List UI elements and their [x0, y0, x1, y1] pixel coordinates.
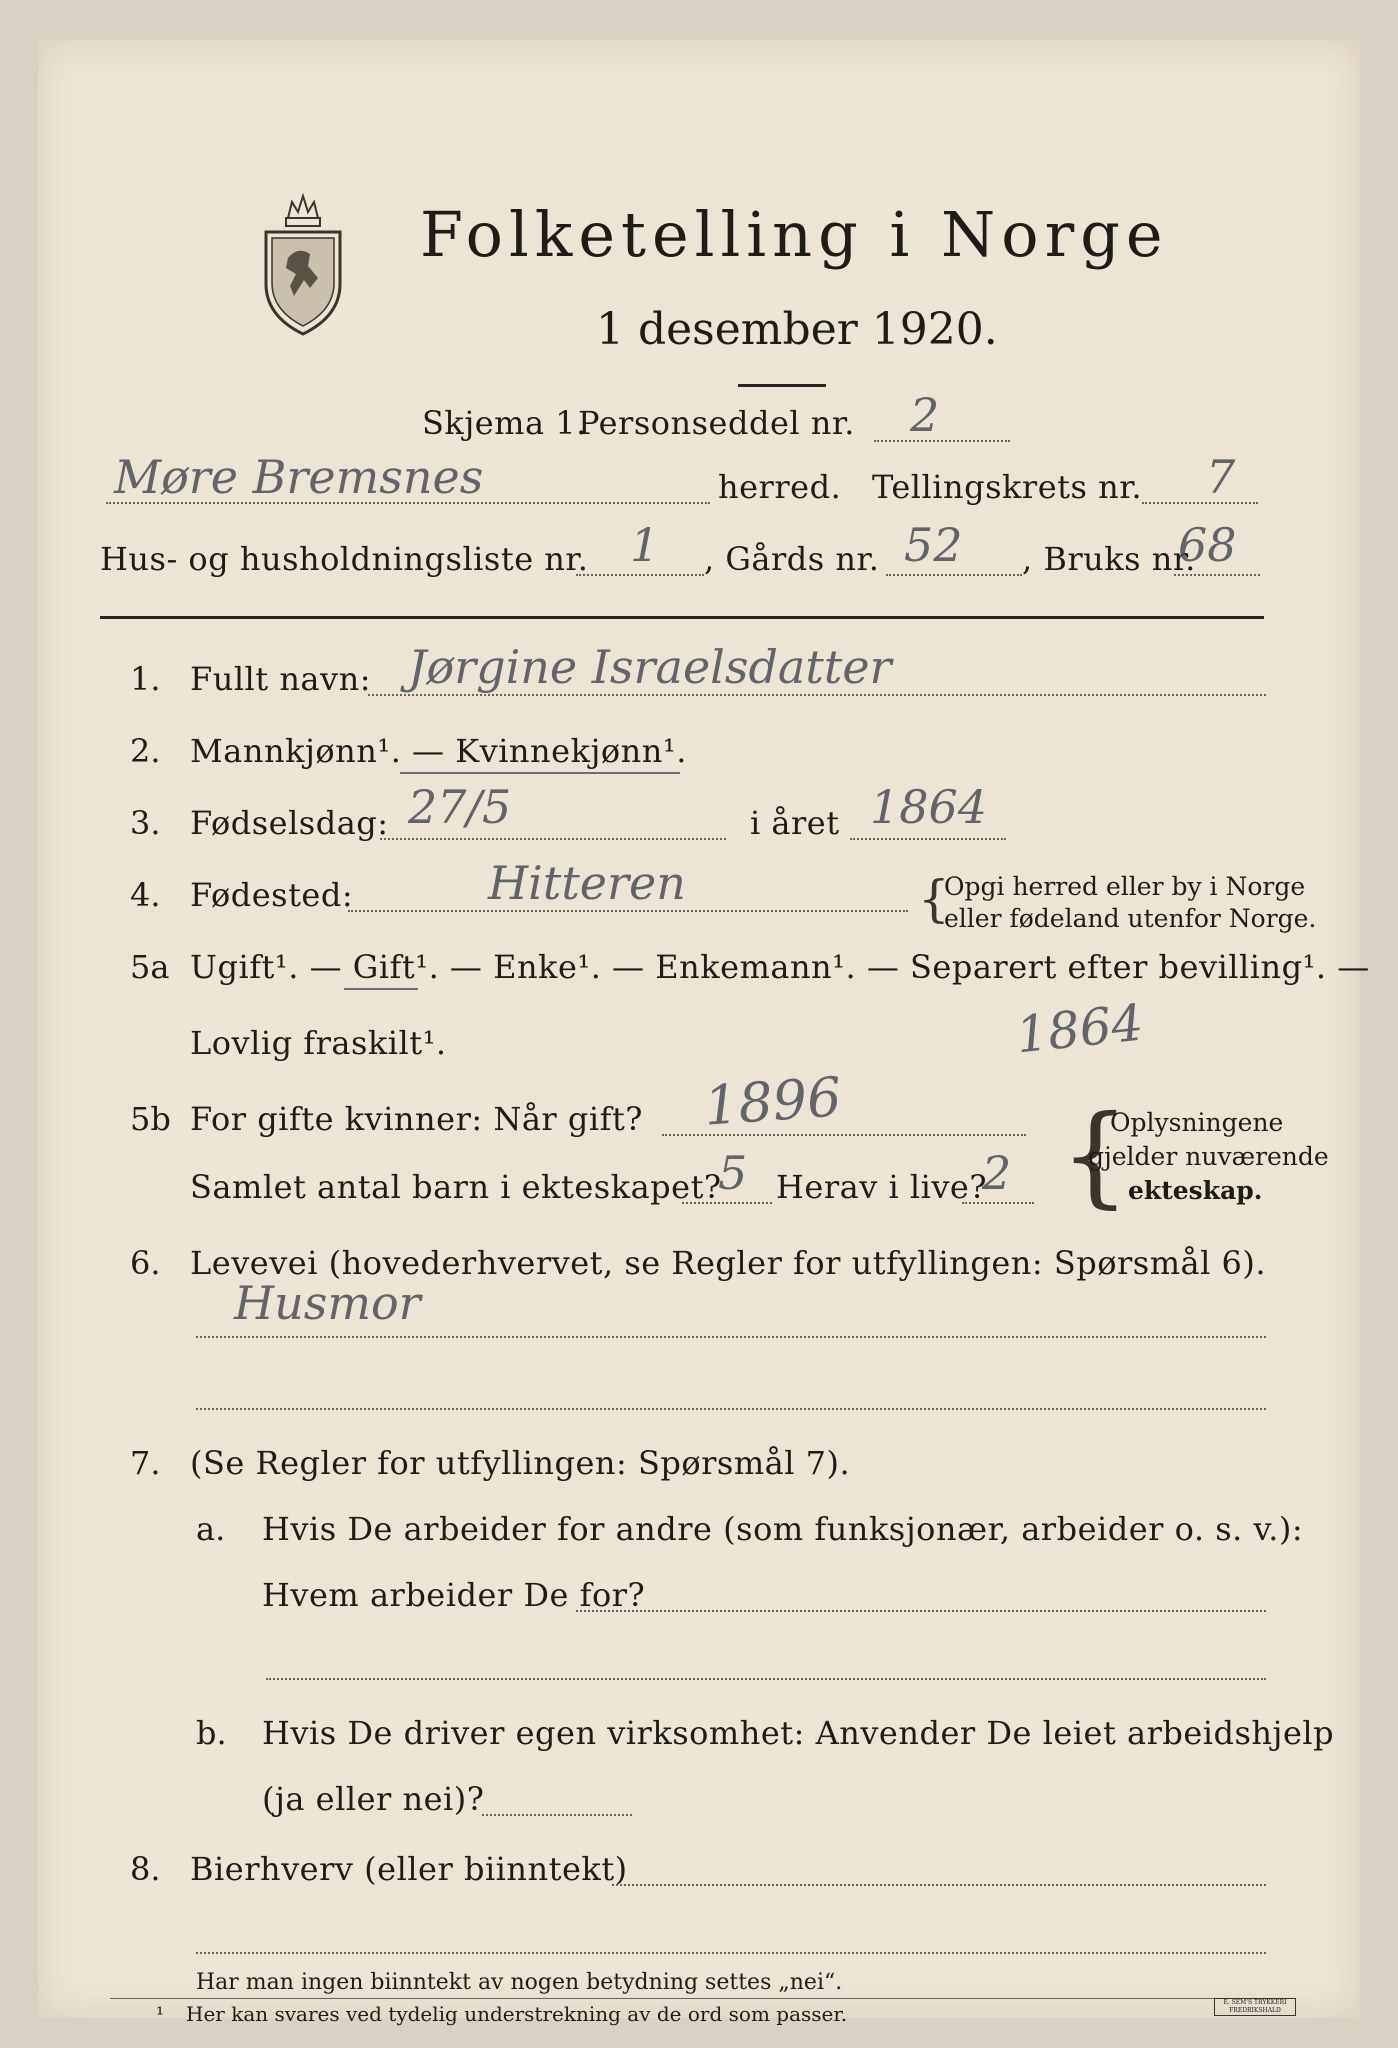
bruks-label: , Bruks nr. [1022, 540, 1196, 578]
q6-line1 [196, 1336, 1266, 1338]
q4-label: Fødested: [190, 876, 354, 914]
q2-underline-kvinnekjonn [400, 772, 680, 774]
q8-line1 [612, 1884, 1266, 1886]
census-form [38, 40, 1370, 2026]
hus-value: 1 [630, 518, 660, 572]
q7a-label: Hvis De arbeider for andre (som funksjonær, arbeider o. s. v.): [262, 1510, 1304, 1548]
herred-value: Møre Bremsnes [114, 450, 484, 504]
q1-label: Fullt navn: [190, 660, 371, 698]
q6-number: 6. [130, 1244, 161, 1282]
q5a-line1: Ugift¹. — Gift¹. — Enke¹. — Enkemann¹. — Separert efter bevilling¹. — [190, 948, 1370, 986]
q7a-number: a. [196, 1510, 226, 1548]
q1-number: 1. [130, 660, 161, 698]
gards-line [886, 574, 1022, 576]
bruks-line [1174, 574, 1260, 576]
q7b-line [482, 1814, 632, 1816]
q8-number: 8. [130, 1850, 161, 1888]
q6-value: Husmor [234, 1276, 421, 1330]
q5b-note-line2: gjelder nuværende [1088, 1142, 1329, 1171]
q5a-number: 5a [130, 948, 170, 986]
q2-label: Mannkjønn¹. — Kvinnekjønn¹. [190, 732, 687, 770]
q3-line [380, 838, 726, 840]
q5b-note-line1: Oplysningene [1110, 1108, 1284, 1137]
q5b-label: For gifte kvinner: Når gift? [190, 1100, 643, 1138]
q4-note-line1: Opgi herred eller by i Norge [944, 872, 1306, 901]
q5a-line2: Lovlig fraskilt¹. [190, 1024, 447, 1062]
header-separator [100, 616, 1264, 619]
q5b-extra-year: 1864 [1013, 993, 1146, 1065]
q5a-underline-gift [344, 988, 418, 990]
q5b-alive-value: 2 [982, 1146, 1012, 1200]
q5b-value: 1896 [701, 1065, 844, 1138]
q4-line [348, 910, 908, 912]
personseddel-value: 2 [910, 388, 940, 442]
q7a-line1 [576, 1610, 1266, 1612]
q7-label: (Se Regler for utfyllingen: Spørsmål 7). [190, 1444, 851, 1482]
q5b-alive-line [962, 1202, 1034, 1204]
q7b-question: (ja eller nei)? [262, 1780, 485, 1818]
hus-line [576, 574, 704, 576]
q3-number: 3. [130, 804, 161, 842]
q7-number: 7. [130, 1444, 161, 1482]
q5b-children-label: Samlet antal barn i ekteskapet? [190, 1168, 722, 1206]
printer-stamp: E. SEM'S TRYKKERI FREDRIKSHALD [1214, 1998, 1296, 2016]
q7a-line2 [266, 1678, 1266, 1680]
q5b-number: 5b [130, 1100, 171, 1138]
q6-label: Levevei (hovederhvervet, se Regler for utfyllingen: Spørsmål 6). [190, 1244, 1267, 1282]
schema-label: Skjema 1. [422, 404, 587, 442]
q3-year-label: i året [750, 804, 840, 842]
tellingskrets-label: Tellingskrets nr. [872, 468, 1143, 506]
gards-label: , Gårds nr. [704, 540, 880, 578]
coat-of-arms-icon [248, 188, 358, 338]
footnote-marker: ¹ [156, 2002, 165, 2026]
personseddel-label: Personseddel nr. [578, 404, 855, 442]
q1-value: Jørgine Israelsdatter [408, 640, 892, 694]
herred-label: herred. [718, 468, 842, 506]
footnote-text: Her kan svares ved tydelig understrekning av de ord som passer. [186, 2002, 848, 2026]
q5b-alive-label: Herav i live? [776, 1168, 988, 1206]
q4-value: Hitteren [488, 856, 686, 910]
form-title: Folketelling i Norge [420, 198, 1169, 271]
bruks-value: 68 [1178, 518, 1237, 572]
q4-brace: { [918, 870, 950, 928]
q3-year-value: 1864 [870, 780, 988, 834]
q4-number: 4. [130, 876, 161, 914]
q7a-question: Hvem arbeider De for? [262, 1576, 646, 1614]
q3-value: 27/5 [408, 780, 512, 834]
q3-year-line [850, 838, 1006, 840]
title-divider [738, 384, 826, 387]
q1-line [368, 694, 1266, 696]
q6-line2 [196, 1408, 1266, 1410]
q5b-children-line [682, 1202, 772, 1204]
tellingskrets-value: 7 [1206, 450, 1236, 504]
note-text: Har man ingen biinntekt av nogen betydning settes „nei“. [196, 1970, 843, 1995]
q5b-note-line3: ekteskap. [1128, 1176, 1263, 1205]
q8-label: Bierhverv (eller biinntekt) [190, 1850, 628, 1888]
q7b-number: b. [196, 1714, 227, 1752]
census-date: 1 desember 1920. [596, 304, 998, 355]
q8-line2 [196, 1952, 1266, 1954]
q3-label: Fødselsdag: [190, 804, 389, 842]
tellingskrets-line [1142, 502, 1258, 504]
footnote-rule [110, 1998, 1260, 1999]
hus-label: Hus- og husholdningsliste nr. [100, 540, 589, 578]
personseddel-line [874, 440, 1010, 442]
q5b-brace: { [1060, 1091, 1130, 1219]
q7b-label: Hvis De driver egen virksomhet: Anvender De leiet arbeidshjelp [262, 1714, 1335, 1752]
q2-number: 2. [130, 732, 161, 770]
q4-note-line2: eller fødeland utenfor Norge. [944, 904, 1317, 933]
gards-value: 52 [904, 518, 963, 572]
q5b-children-value: 5 [718, 1146, 748, 1200]
